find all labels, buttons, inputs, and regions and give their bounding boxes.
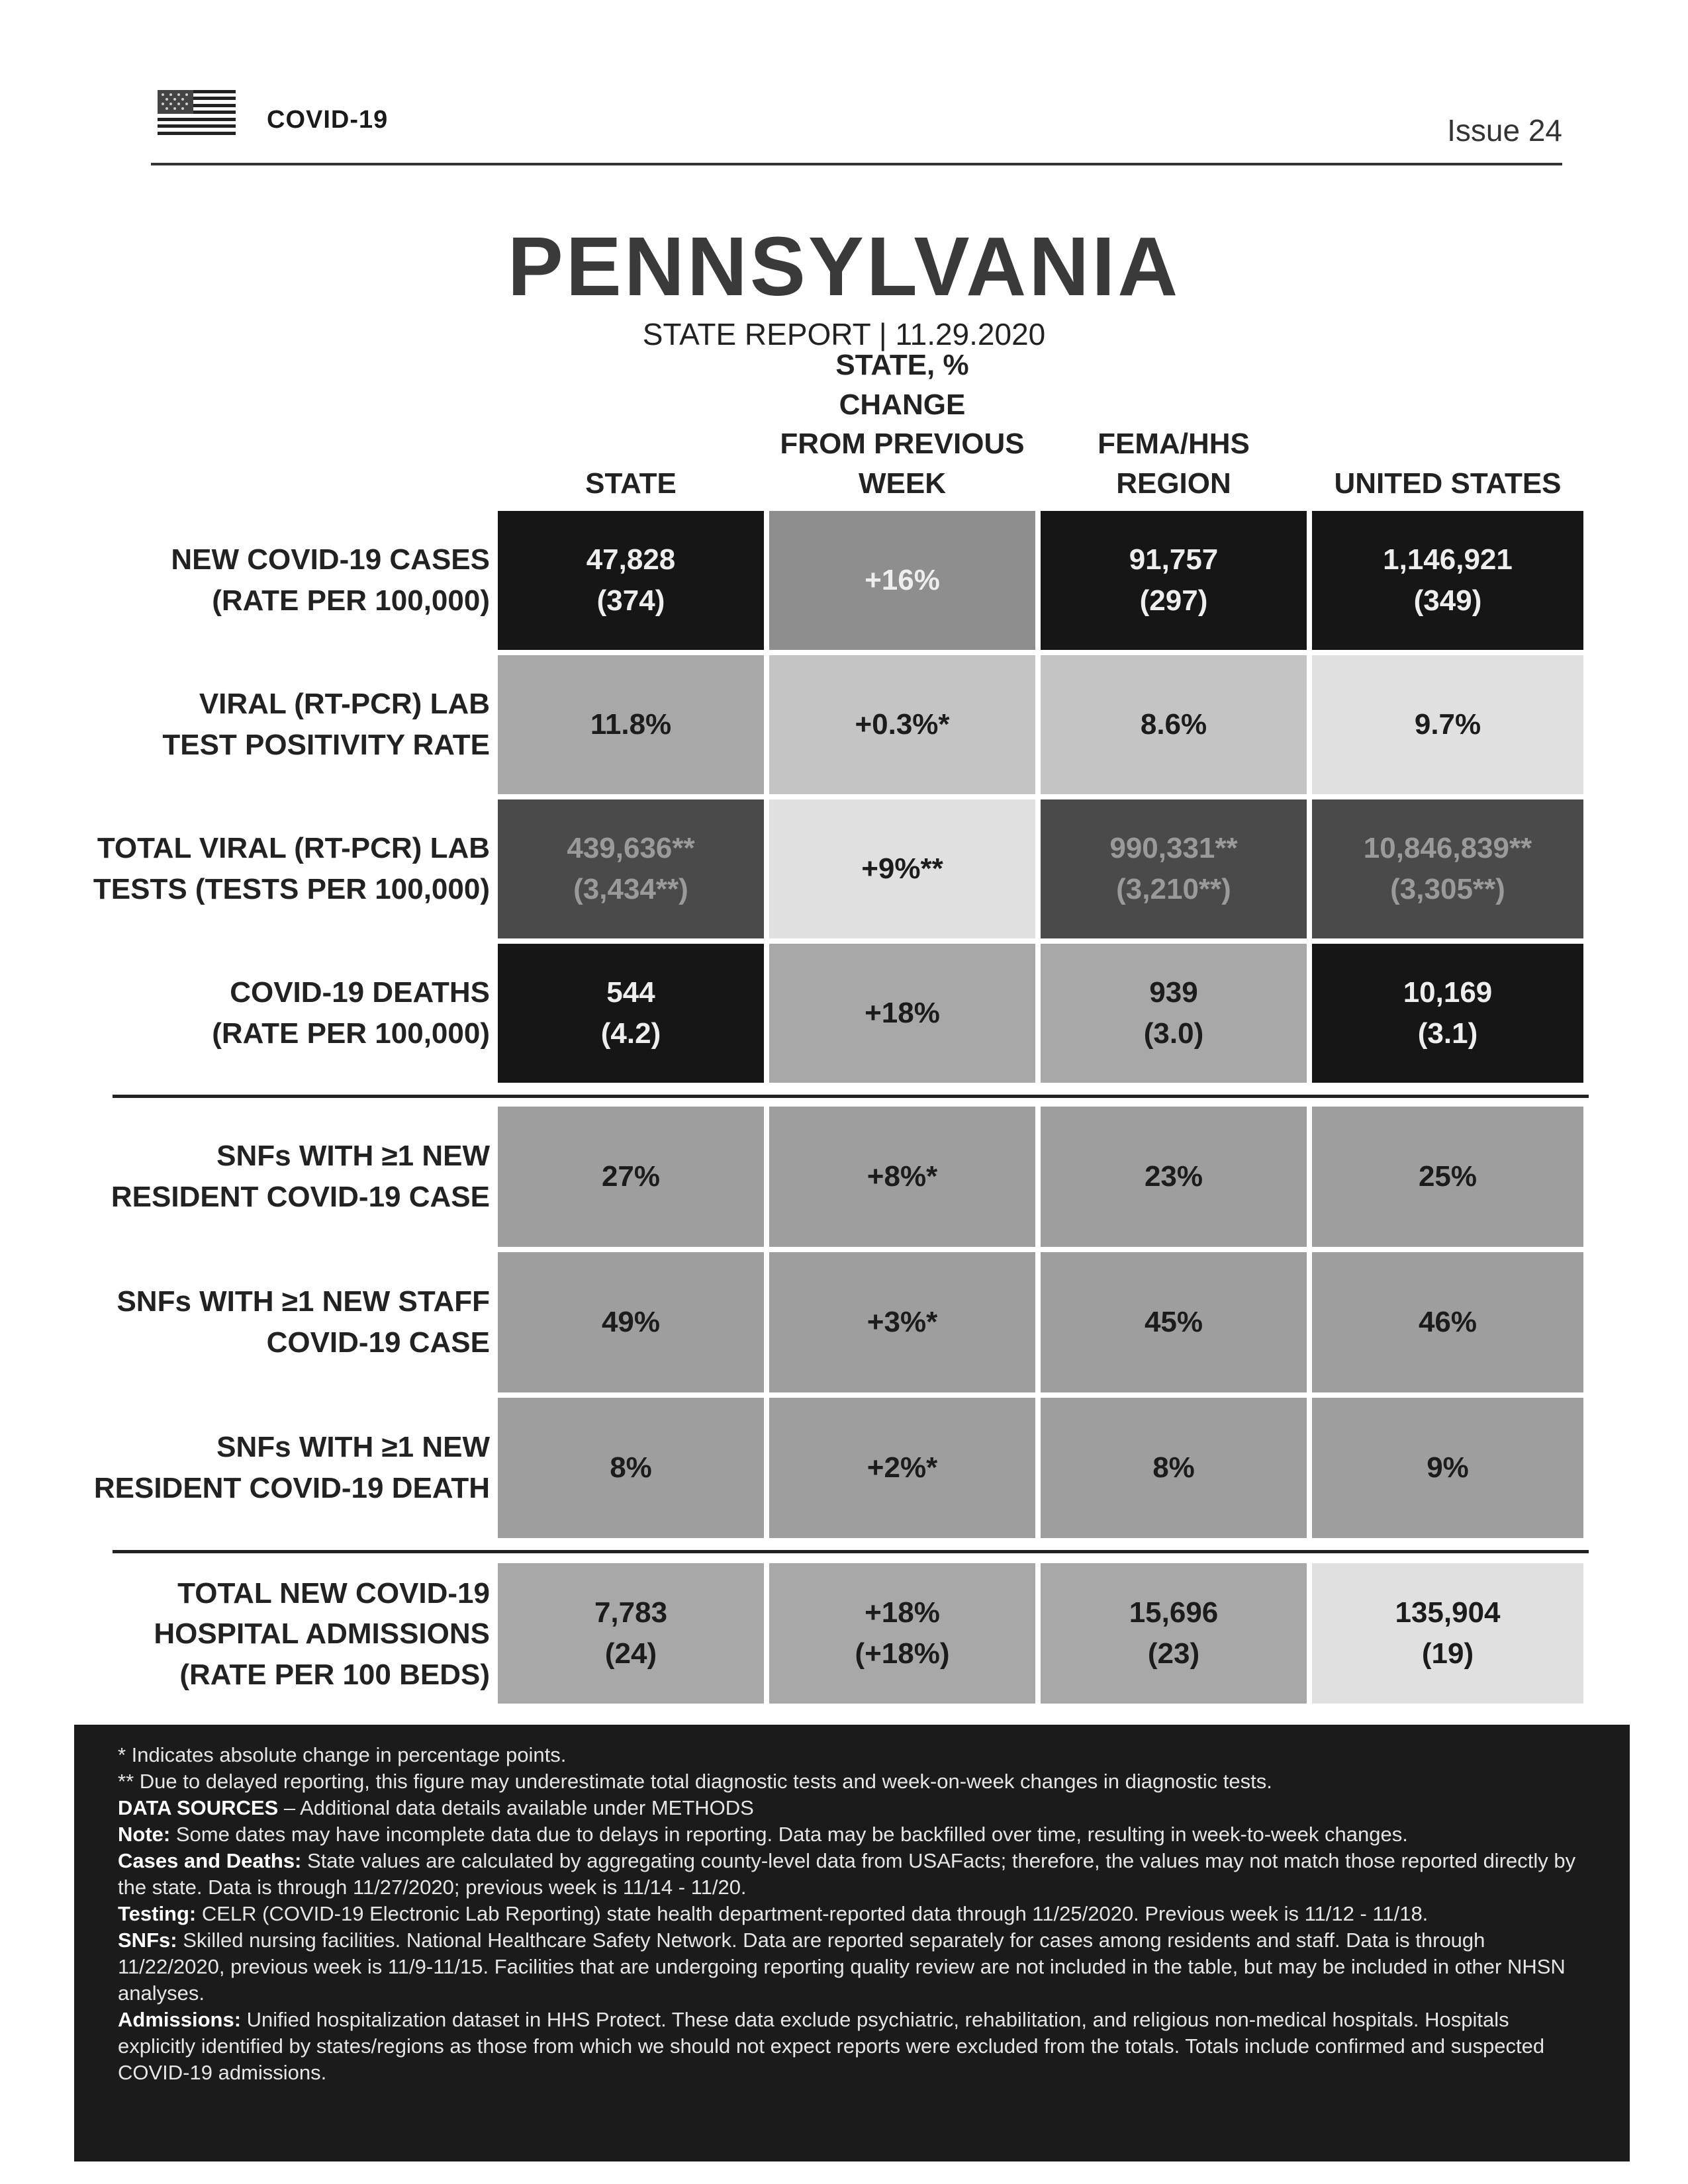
testing-text: CELR (COVID-19 Electronic Lab Reporting) state health department-reported data through 11/25/2020. Previous week is 11/12 - 11/18. — [196, 1902, 1429, 1925]
snfs-text: Skilled nursing facilities. National Healthcare Safety Network. Data are reported separately for cases among residents and staff. Data is through 11/22/2020, previous week is 11/9-11/15. Facilities that are undergoing reporting quality review are not included in the table, but may be included in other NHSN analyses. — [118, 1929, 1566, 2005]
column-header-state: STATE — [585, 467, 677, 500]
cell-total-tests-change: +9%** — [769, 799, 1035, 938]
section-divider — [113, 1550, 1589, 1553]
cell-new-cases-us: 1,146,921 (349) — [1312, 511, 1583, 650]
admissions-label: Admissions: — [118, 2008, 242, 2031]
cell-snf-staff-case-us: 46% — [1312, 1252, 1583, 1392]
testing-label: Testing: — [118, 1902, 197, 1925]
cell-positivity-us: 9.7% — [1312, 655, 1583, 794]
row-label-snf-staff-case: SNFs WITH ≥1 NEW STAFF COVID-19 CASE — [117, 1285, 490, 1359]
cell-total-tests-us: 10,846,839** (3,305**) — [1312, 799, 1583, 938]
note-line — [118, 1821, 1590, 1848]
cases-deaths-text: State values are calculated by aggregating county-level data from USAFacts; therefore, the values may not match those reported directly by the state. Data is through 11/27/2020; previous week is 11/14 - 11/20. — [118, 1849, 1576, 1899]
footnote-single-asterisk: * Indicates absolute change in percentage points. — [118, 1743, 567, 1766]
issue-number: Issue 24 — [1447, 113, 1562, 148]
note-text: Some dates may have incomplete data due to delays in reporting. Data may be backfilled over time, resulting in week-to-week changes. — [170, 1823, 1408, 1846]
cell-snf-staff-case-region: 45% — [1041, 1252, 1307, 1392]
cell-snf-resident-case-region: 23% — [1041, 1107, 1307, 1247]
cell-new-cases-change: +16% — [769, 511, 1035, 650]
page-subtitle: STATE REPORT | 11.29.2020 — [642, 317, 1046, 351]
snfs-label: SNFs: — [118, 1929, 177, 1952]
row-label-new-cases: NEW COVID-19 CASES (RATE PER 100,000) — [171, 543, 490, 617]
cell-deaths-us: 10,169 (3.1) — [1312, 944, 1583, 1083]
report-header — [151, 86, 1562, 172]
cell-snf-resident-death-region: 8% — [1041, 1398, 1307, 1538]
cell-positivity-region: 8.6% — [1041, 655, 1307, 794]
cell-snf-staff-case-state: 49% — [498, 1252, 764, 1392]
footnotes-panel — [74, 1725, 1630, 2161]
cell-total-tests-state: 439,636** (3,434**) — [498, 799, 764, 938]
cell-deaths-change: +18% — [769, 944, 1035, 1083]
cell-admissions-us: 135,904 (19) — [1312, 1563, 1583, 1704]
page-title: PENNSYLVANIA — [507, 220, 1181, 313]
row-label-deaths: COVID-19 DEATHS (RATE PER 100,000) — [212, 976, 490, 1050]
cell-admissions-state: 7,783 (24) — [498, 1563, 764, 1704]
cell-positivity-change: +0.3%* — [769, 655, 1035, 794]
cell-snf-resident-case-change: +8%* — [769, 1107, 1035, 1247]
cell-new-cases-state: 47,828 (374) — [498, 511, 764, 650]
cell-snf-resident-death-us: 9% — [1312, 1398, 1583, 1538]
cell-positivity-state: 11.8% — [498, 655, 764, 794]
snfs-line — [118, 1927, 1590, 2007]
data-sources-label: DATA SOURCES — [118, 1796, 279, 1819]
column-header-state-change: STATE, % CHANGE FROM PREVIOUS WEEK — [780, 349, 1025, 500]
footnote-double-asterisk: ** Due to delayed reporting, this figure may underestimate total diagnostic tests and week-on-week changes in diagnostic tests. — [118, 1770, 1272, 1793]
cell-snf-resident-death-change: +2%* — [769, 1398, 1035, 1538]
cell-snf-resident-case-state: 27% — [498, 1107, 764, 1247]
column-header-region: FEMA/HHS REGION — [1098, 428, 1250, 500]
row-label-hospital-admissions: TOTAL NEW COVID-19 HOSPITAL ADMISSIONS (RATE PER 100 BEDS) — [154, 1576, 490, 1691]
cell-total-tests-region: 990,331** (3,210**) — [1041, 799, 1307, 938]
cell-snf-resident-case-us: 25% — [1312, 1107, 1583, 1247]
cell-deaths-region: 939 (3.0) — [1041, 944, 1307, 1083]
cell-snf-resident-death-state: 8% — [498, 1398, 764, 1538]
data-sources-line — [118, 1795, 1590, 1821]
row-label-snf-resident-death: SNFs WITH ≥1 NEW RESIDENT COVID-19 DEATH — [93, 1431, 490, 1504]
cases-deaths-label: Cases and Deaths: — [118, 1849, 302, 1872]
data-sources-text: – Additional data details available under METHODS — [278, 1796, 754, 1819]
header-divider — [151, 163, 1562, 165]
row-label-snf-resident-case: SNFs WITH ≥1 NEW RESIDENT COVID-19 CASE — [111, 1140, 490, 1213]
cell-snf-staff-case-change: +3%* — [769, 1252, 1035, 1392]
section-label: COVID-19 — [267, 106, 389, 134]
cell-admissions-region: 15,696 (23) — [1041, 1563, 1307, 1704]
us-flag-icon — [158, 90, 236, 135]
section-divider — [113, 1095, 1589, 1098]
cases-deaths-line — [118, 1848, 1590, 1901]
row-label-positivity: VIRAL (RT-PCR) LAB TEST POSITIVITY RATE — [162, 688, 490, 761]
admissions-text: Unified hospitalization dataset in HHS Protect. These data exclude psychiatric, rehabilitation, and religious non-medical hospitals. Hospitals explicitly identified by states/regions as those from which we should not expect reports were excluded from the totals. Totals include confirmed and suspected COVID-19 admissions. — [118, 2008, 1545, 2084]
cell-new-cases-region: 91,757 (297) — [1041, 511, 1307, 650]
row-label-total-tests: TOTAL VIRAL (RT-PCR) LAB TESTS (TESTS PER 100,000) — [93, 832, 490, 905]
cell-deaths-state: 544 (4.2) — [498, 944, 764, 1083]
cell-admissions-change: +18% (+18%) — [769, 1563, 1035, 1704]
admissions-line — [118, 2007, 1590, 2086]
testing-line — [118, 1901, 1590, 1927]
note-label: Note: — [118, 1823, 171, 1846]
column-header-us: UNITED STATES — [1334, 467, 1562, 500]
